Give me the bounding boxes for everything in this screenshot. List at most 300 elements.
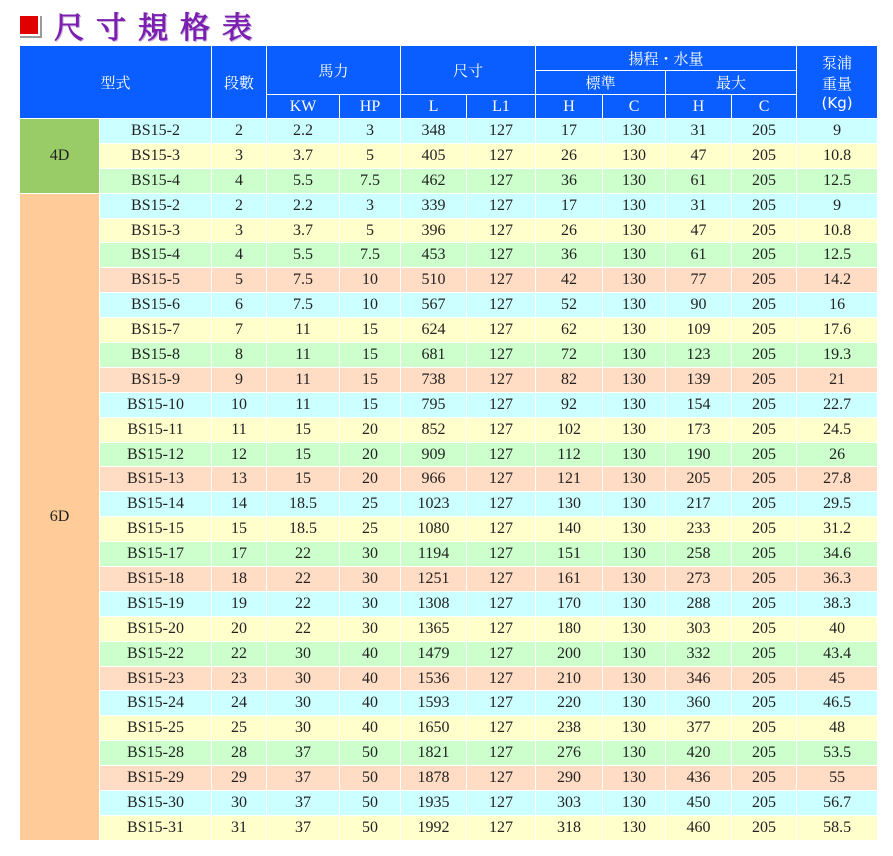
cell-std-c: 130 xyxy=(603,318,666,343)
table-row xyxy=(20,791,878,816)
cell-weight: 26 xyxy=(797,442,878,467)
cell-max-c: 205 xyxy=(732,815,797,840)
cell-hp: 20 xyxy=(340,417,401,442)
cell-max-h: 288 xyxy=(666,591,732,616)
header-stages: 段數 xyxy=(212,46,267,119)
cell-std-h: 276 xyxy=(536,741,603,766)
cell-stages: 12 xyxy=(212,442,267,467)
cell-stages: 31 xyxy=(212,815,267,840)
cell-weight: 55 xyxy=(797,766,878,791)
cell-kw: 22 xyxy=(267,567,340,592)
cell-l: 1536 xyxy=(401,666,467,691)
header-head-flow: 揚程・水量 xyxy=(536,46,797,71)
cell-model: BS15-24 xyxy=(100,691,212,716)
cell-stages: 2 xyxy=(212,193,267,218)
cell-std-h: 42 xyxy=(536,268,603,293)
cell-std-c: 130 xyxy=(603,392,666,417)
cell-l1: 127 xyxy=(467,766,536,791)
cell-weight: 48 xyxy=(797,716,878,741)
cell-hp: 30 xyxy=(340,591,401,616)
cell-std-h: 303 xyxy=(536,791,603,816)
cell-stages: 28 xyxy=(212,741,267,766)
table-row xyxy=(20,417,878,442)
cell-max-c: 205 xyxy=(732,567,797,592)
cell-model: BS15-9 xyxy=(100,367,212,392)
cell-model: BS15-20 xyxy=(100,616,212,641)
cell-l: 795 xyxy=(401,392,467,417)
cell-max-c: 205 xyxy=(732,542,797,567)
header-std-h: H xyxy=(536,95,603,119)
group-label-cell: 6D xyxy=(20,193,100,840)
cell-l1: 127 xyxy=(467,243,536,268)
cell-kw: 37 xyxy=(267,815,340,840)
cell-model: BS15-6 xyxy=(100,293,212,318)
cell-std-h: 52 xyxy=(536,293,603,318)
table-row xyxy=(20,392,878,417)
cell-hp: 30 xyxy=(340,567,401,592)
cell-weight: 34.6 xyxy=(797,542,878,567)
cell-stages: 10 xyxy=(212,392,267,417)
header-std-c: C xyxy=(603,95,666,119)
cell-max-c: 205 xyxy=(732,367,797,392)
cell-max-c: 205 xyxy=(732,641,797,666)
cell-max-c: 205 xyxy=(732,591,797,616)
cell-model: BS15-5 xyxy=(100,268,212,293)
cell-stages: 24 xyxy=(212,691,267,716)
cell-hp: 15 xyxy=(340,392,401,417)
cell-std-h: 290 xyxy=(536,766,603,791)
cell-weight: 58.5 xyxy=(797,815,878,840)
cell-kw: 37 xyxy=(267,741,340,766)
cell-kw: 3.7 xyxy=(267,143,340,168)
cell-l: 1479 xyxy=(401,641,467,666)
cell-std-c: 130 xyxy=(603,143,666,168)
cell-std-c: 130 xyxy=(603,293,666,318)
cell-model: BS15-3 xyxy=(100,143,212,168)
cell-std-h: 17 xyxy=(536,193,603,218)
cell-weight: 22.7 xyxy=(797,392,878,417)
cell-model: BS15-2 xyxy=(100,119,212,144)
header-l1: L1 xyxy=(467,95,536,119)
cell-stages: 25 xyxy=(212,716,267,741)
cell-max-c: 205 xyxy=(732,517,797,542)
cell-max-c: 205 xyxy=(732,218,797,243)
table-row xyxy=(20,467,878,492)
header-model: 型式 xyxy=(20,46,212,119)
table-row xyxy=(20,492,878,517)
cell-weight: 31.2 xyxy=(797,517,878,542)
cell-weight: 21 xyxy=(797,367,878,392)
header-weight-unit: (Kg) xyxy=(821,94,853,112)
cell-l1: 127 xyxy=(467,293,536,318)
cell-hp: 40 xyxy=(340,691,401,716)
table-row xyxy=(20,343,878,368)
cell-model: BS15-18 xyxy=(100,567,212,592)
cell-max-h: 217 xyxy=(666,492,732,517)
table-row xyxy=(20,567,878,592)
cell-hp: 30 xyxy=(340,542,401,567)
cell-max-c: 205 xyxy=(732,791,797,816)
cell-max-c: 205 xyxy=(732,417,797,442)
cell-l1: 127 xyxy=(467,616,536,641)
cell-kw: 30 xyxy=(267,716,340,741)
cell-weight: 56.7 xyxy=(797,791,878,816)
cell-weight: 9 xyxy=(797,119,878,144)
cell-std-c: 130 xyxy=(603,492,666,517)
cell-std-h: 17 xyxy=(536,119,603,144)
cell-kw: 30 xyxy=(267,666,340,691)
cell-stages: 6 xyxy=(212,293,267,318)
header-max-h: H xyxy=(666,95,732,119)
cell-std-h: 238 xyxy=(536,716,603,741)
cell-std-h: 36 xyxy=(536,243,603,268)
cell-model: BS15-7 xyxy=(100,318,212,343)
cell-l: 1935 xyxy=(401,791,467,816)
cell-hp: 50 xyxy=(340,815,401,840)
cell-model: BS15-30 xyxy=(100,791,212,816)
cell-kw: 5.5 xyxy=(267,168,340,193)
cell-weight: 24.5 xyxy=(797,417,878,442)
cell-stages: 11 xyxy=(212,417,267,442)
cell-l1: 127 xyxy=(467,815,536,840)
table-row xyxy=(20,591,878,616)
cell-kw: 22 xyxy=(267,542,340,567)
header-horsepower: 馬力 xyxy=(267,46,401,95)
cell-max-c: 205 xyxy=(732,616,797,641)
cell-max-h: 303 xyxy=(666,616,732,641)
cell-l: 567 xyxy=(401,293,467,318)
cell-model: BS15-28 xyxy=(100,741,212,766)
header-kw: KW xyxy=(267,95,340,119)
cell-max-c: 205 xyxy=(732,492,797,517)
cell-kw: 11 xyxy=(267,392,340,417)
cell-l: 405 xyxy=(401,143,467,168)
cell-stages: 17 xyxy=(212,542,267,567)
cell-std-c: 130 xyxy=(603,218,666,243)
cell-weight: 46.5 xyxy=(797,691,878,716)
cell-max-c: 205 xyxy=(732,193,797,218)
cell-max-h: 377 xyxy=(666,716,732,741)
cell-weight: 29.5 xyxy=(797,492,878,517)
cell-hp: 20 xyxy=(340,467,401,492)
cell-model: BS15-23 xyxy=(100,666,212,691)
cell-l: 1308 xyxy=(401,591,467,616)
cell-weight: 40 xyxy=(797,616,878,641)
cell-std-c: 130 xyxy=(603,666,666,691)
cell-max-h: 123 xyxy=(666,343,732,368)
cell-model: BS15-25 xyxy=(100,716,212,741)
cell-max-c: 205 xyxy=(732,467,797,492)
cell-stages: 4 xyxy=(212,243,267,268)
cell-weight: 16 xyxy=(797,293,878,318)
cell-model: BS15-14 xyxy=(100,492,212,517)
cell-l: 852 xyxy=(401,417,467,442)
cell-l1: 127 xyxy=(467,716,536,741)
cell-weight: 19.3 xyxy=(797,343,878,368)
cell-model: BS15-4 xyxy=(100,168,212,193)
table-body xyxy=(20,119,878,841)
cell-std-h: 170 xyxy=(536,591,603,616)
cell-max-h: 332 xyxy=(666,641,732,666)
table-row xyxy=(20,442,878,467)
cell-l1: 127 xyxy=(467,666,536,691)
cell-max-h: 346 xyxy=(666,666,732,691)
cell-stages: 30 xyxy=(212,791,267,816)
cell-l1: 127 xyxy=(467,641,536,666)
header-standard: 標準 xyxy=(536,71,666,95)
cell-weight: 9 xyxy=(797,193,878,218)
cell-max-h: 90 xyxy=(666,293,732,318)
cell-max-h: 233 xyxy=(666,517,732,542)
cell-weight: 27.8 xyxy=(797,467,878,492)
header-weight-line2: 重量 xyxy=(822,75,853,93)
cell-l: 1080 xyxy=(401,517,467,542)
cell-model: BS15-29 xyxy=(100,766,212,791)
cell-l: 1593 xyxy=(401,691,467,716)
cell-l: 966 xyxy=(401,467,467,492)
cell-l1: 127 xyxy=(467,691,536,716)
cell-model: BS15-12 xyxy=(100,442,212,467)
cell-max-c: 205 xyxy=(732,716,797,741)
cell-max-c: 205 xyxy=(732,766,797,791)
cell-kw: 11 xyxy=(267,343,340,368)
cell-std-h: 121 xyxy=(536,467,603,492)
cell-std-c: 130 xyxy=(603,268,666,293)
cell-model: BS15-17 xyxy=(100,542,212,567)
table-row xyxy=(20,119,878,144)
cell-l: 738 xyxy=(401,367,467,392)
table-row xyxy=(20,542,878,567)
cell-l: 510 xyxy=(401,268,467,293)
cell-l: 396 xyxy=(401,218,467,243)
cell-kw: 15 xyxy=(267,442,340,467)
cell-l1: 127 xyxy=(467,143,536,168)
cell-std-c: 130 xyxy=(603,567,666,592)
table-row xyxy=(20,218,878,243)
cell-l1: 127 xyxy=(467,741,536,766)
cell-kw: 7.5 xyxy=(267,293,340,318)
cell-weight: 45 xyxy=(797,666,878,691)
cell-l: 1821 xyxy=(401,741,467,766)
cell-std-c: 130 xyxy=(603,791,666,816)
cell-l: 348 xyxy=(401,119,467,144)
cell-kw: 18.5 xyxy=(267,517,340,542)
cell-l: 462 xyxy=(401,168,467,193)
cell-std-c: 130 xyxy=(603,542,666,567)
cell-std-c: 130 xyxy=(603,367,666,392)
cell-weight: 36.3 xyxy=(797,567,878,592)
page-title-bar xyxy=(18,6,264,44)
cell-weight: 53.5 xyxy=(797,741,878,766)
cell-stages: 13 xyxy=(212,467,267,492)
cell-weight: 10.8 xyxy=(797,143,878,168)
header-max-c: C xyxy=(732,95,797,119)
red-square-icon xyxy=(18,14,40,36)
cell-max-c: 205 xyxy=(732,243,797,268)
cell-std-c: 130 xyxy=(603,417,666,442)
cell-std-c: 130 xyxy=(603,716,666,741)
cell-weight: 12.5 xyxy=(797,243,878,268)
cell-std-h: 102 xyxy=(536,417,603,442)
cell-kw: 2.2 xyxy=(267,119,340,144)
cell-hp: 30 xyxy=(340,616,401,641)
table-row xyxy=(20,293,878,318)
cell-max-c: 205 xyxy=(732,119,797,144)
cell-std-c: 130 xyxy=(603,691,666,716)
cell-hp: 20 xyxy=(340,442,401,467)
cell-max-h: 109 xyxy=(666,318,732,343)
cell-std-h: 151 xyxy=(536,542,603,567)
table-row xyxy=(20,318,878,343)
cell-l: 909 xyxy=(401,442,467,467)
cell-std-h: 62 xyxy=(536,318,603,343)
cell-std-c: 130 xyxy=(603,193,666,218)
cell-l1: 127 xyxy=(467,467,536,492)
table-row xyxy=(20,268,878,293)
cell-l: 1365 xyxy=(401,616,467,641)
cell-max-h: 420 xyxy=(666,741,732,766)
cell-kw: 11 xyxy=(267,318,340,343)
cell-model: BS15-19 xyxy=(100,591,212,616)
cell-std-h: 72 xyxy=(536,343,603,368)
cell-hp: 7.5 xyxy=(340,168,401,193)
cell-std-h: 220 xyxy=(536,691,603,716)
cell-kw: 2.2 xyxy=(267,193,340,218)
cell-weight: 43.4 xyxy=(797,641,878,666)
cell-stages: 20 xyxy=(212,616,267,641)
cell-weight: 38.3 xyxy=(797,591,878,616)
cell-kw: 3.7 xyxy=(267,218,340,243)
cell-max-h: 47 xyxy=(666,218,732,243)
header-size: 尺寸 xyxy=(401,46,536,95)
cell-std-c: 130 xyxy=(603,442,666,467)
cell-max-h: 450 xyxy=(666,791,732,816)
cell-std-h: 82 xyxy=(536,367,603,392)
cell-max-h: 47 xyxy=(666,143,732,168)
cell-max-c: 205 xyxy=(732,442,797,467)
table-row xyxy=(20,666,878,691)
cell-std-c: 130 xyxy=(603,243,666,268)
cell-l1: 127 xyxy=(467,442,536,467)
cell-kw: 18.5 xyxy=(267,492,340,517)
cell-l1: 127 xyxy=(467,567,536,592)
table-row xyxy=(20,168,878,193)
cell-hp: 50 xyxy=(340,766,401,791)
cell-model: BS15-3 xyxy=(100,218,212,243)
cell-std-h: 161 xyxy=(536,567,603,592)
cell-kw: 7.5 xyxy=(267,268,340,293)
cell-max-h: 61 xyxy=(666,168,732,193)
cell-std-h: 140 xyxy=(536,517,603,542)
table-row xyxy=(20,143,878,168)
cell-stages: 29 xyxy=(212,766,267,791)
cell-kw: 37 xyxy=(267,766,340,791)
cell-max-c: 205 xyxy=(732,666,797,691)
cell-l1: 127 xyxy=(467,343,536,368)
cell-hp: 10 xyxy=(340,268,401,293)
cell-std-c: 130 xyxy=(603,517,666,542)
cell-kw: 22 xyxy=(267,616,340,641)
header-hp: HP xyxy=(340,95,401,119)
cell-stages: 4 xyxy=(212,168,267,193)
cell-l1: 127 xyxy=(467,492,536,517)
cell-model: BS15-15 xyxy=(100,517,212,542)
cell-stages: 15 xyxy=(212,517,267,542)
cell-l1: 127 xyxy=(467,193,536,218)
cell-hp: 15 xyxy=(340,367,401,392)
table-row xyxy=(20,193,878,218)
cell-hp: 25 xyxy=(340,517,401,542)
cell-hp: 15 xyxy=(340,318,401,343)
cell-max-h: 436 xyxy=(666,766,732,791)
cell-max-h: 205 xyxy=(666,467,732,492)
cell-kw: 37 xyxy=(267,791,340,816)
cell-max-h: 77 xyxy=(666,268,732,293)
cell-model: BS15-11 xyxy=(100,417,212,442)
cell-model: BS15-4 xyxy=(100,243,212,268)
cell-stages: 7 xyxy=(212,318,267,343)
cell-l1: 127 xyxy=(467,168,536,193)
table-row xyxy=(20,517,878,542)
cell-l1: 127 xyxy=(467,791,536,816)
table-row xyxy=(20,641,878,666)
cell-kw: 15 xyxy=(267,417,340,442)
cell-max-h: 273 xyxy=(666,567,732,592)
cell-max-h: 360 xyxy=(666,691,732,716)
cell-stages: 3 xyxy=(212,143,267,168)
cell-max-c: 205 xyxy=(732,293,797,318)
cell-weight: 12.5 xyxy=(797,168,878,193)
cell-std-c: 130 xyxy=(603,343,666,368)
cell-std-c: 130 xyxy=(603,616,666,641)
cell-hp: 10 xyxy=(340,293,401,318)
cell-l1: 127 xyxy=(467,392,536,417)
table-row xyxy=(20,367,878,392)
cell-model: BS15-22 xyxy=(100,641,212,666)
cell-kw: 15 xyxy=(267,467,340,492)
cell-std-h: 180 xyxy=(536,616,603,641)
cell-kw: 30 xyxy=(267,691,340,716)
page-title: 尺寸規格表 xyxy=(54,11,264,46)
cell-hp: 40 xyxy=(340,716,401,741)
cell-l: 1878 xyxy=(401,766,467,791)
spec-table xyxy=(19,45,878,841)
cell-l1: 127 xyxy=(467,119,536,144)
cell-l: 339 xyxy=(401,193,467,218)
cell-max-h: 154 xyxy=(666,392,732,417)
cell-weight: 14.2 xyxy=(797,268,878,293)
cell-std-c: 130 xyxy=(603,467,666,492)
cell-stages: 23 xyxy=(212,666,267,691)
cell-std-c: 130 xyxy=(603,641,666,666)
table-header xyxy=(20,46,878,119)
cell-max-h: 173 xyxy=(666,417,732,442)
cell-max-h: 139 xyxy=(666,367,732,392)
cell-kw: 22 xyxy=(267,591,340,616)
table-row xyxy=(20,815,878,840)
table-row xyxy=(20,243,878,268)
cell-l: 1992 xyxy=(401,815,467,840)
cell-l1: 127 xyxy=(467,268,536,293)
cell-std-h: 130 xyxy=(536,492,603,517)
header-weight-line1: 泵浦 xyxy=(822,54,853,72)
cell-max-h: 258 xyxy=(666,542,732,567)
cell-kw: 5.5 xyxy=(267,243,340,268)
table-row xyxy=(20,691,878,716)
cell-hp: 40 xyxy=(340,666,401,691)
cell-std-h: 26 xyxy=(536,218,603,243)
cell-std-h: 318 xyxy=(536,815,603,840)
